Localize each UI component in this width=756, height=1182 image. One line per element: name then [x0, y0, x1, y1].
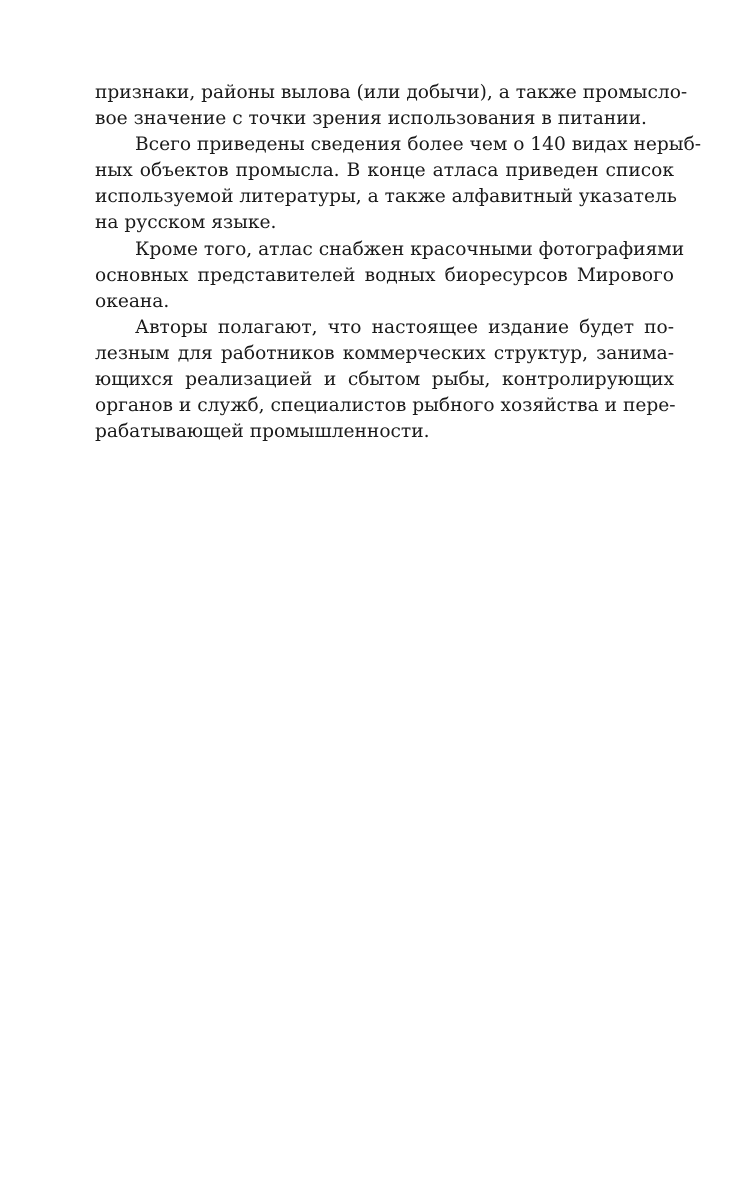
text-line: ющихся реализацией и сбытом рыбы, контролирующих [95, 369, 674, 391]
paragraph-1 [95, 80, 688, 132]
paragraph-2 [95, 132, 702, 236]
text-line: лезным для работников коммерческих структур, занима- [95, 342, 674, 364]
text-line: используемой литературы, а также алфавитный указатель [95, 186, 677, 208]
text-line: органов и служб, специалистов рыбного хозяйства и пере- [95, 395, 676, 417]
text-line: Кроме того, атлас снабжен красочными фотографиями [135, 238, 685, 260]
text-line: Всего приведены сведения более чем о 140 видах нерыб- [135, 134, 702, 156]
text-line: основных представителей водных биоресурсов Мирового [95, 264, 674, 286]
document-page [95, 80, 702, 445]
text-line: на русском языке. [95, 212, 277, 234]
text-line: ных объектов промысла. В конце атласа приведен список [95, 160, 674, 182]
paragraph-4 [95, 315, 674, 445]
paragraph-3 [95, 237, 685, 315]
text-line: океана. [95, 290, 170, 312]
text-line: вое значение с точки зрения использования в питании. [95, 108, 647, 130]
text-line: рабатывающей промышленности. [95, 421, 430, 443]
text-line: Авторы полагают, что настоящее издание будет по- [135, 316, 674, 338]
text-line: признаки, районы вылова (или добычи), а также промысло- [95, 82, 688, 103]
